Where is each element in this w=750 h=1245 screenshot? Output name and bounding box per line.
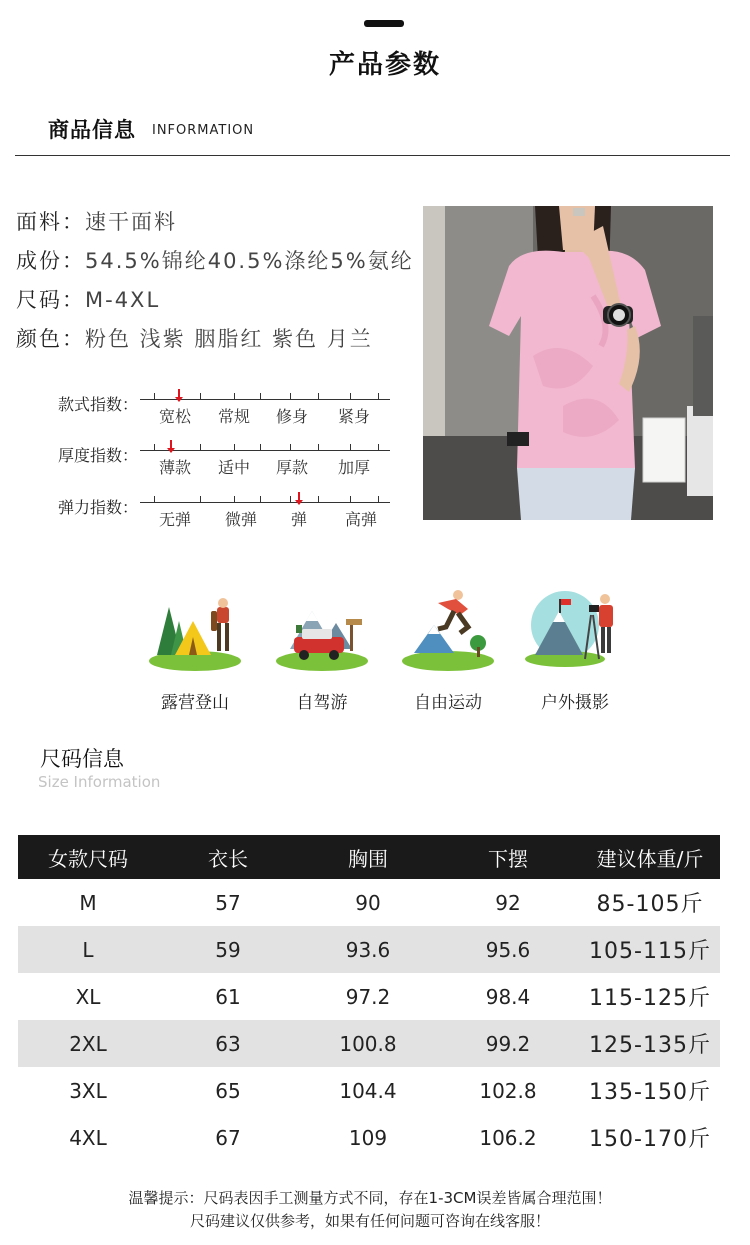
elasticity-index-label: 弹力指数： — [58, 498, 139, 517]
table-row — [18, 973, 720, 1020]
table-cell: 2XL — [69, 1031, 107, 1056]
activity-label: 户外摄影 — [541, 693, 609, 713]
section-divider — [15, 155, 730, 156]
scale-option: 薄款 — [158, 458, 192, 477]
scale-tick — [378, 496, 379, 503]
thickness-index-scale — [140, 438, 390, 477]
free-sport-icon — [398, 585, 498, 685]
scale-tick — [260, 393, 261, 400]
table-row — [18, 1067, 720, 1114]
size-note-advice: 尺码建议仅供参考，如果有任何问题可咨询在线客服！ — [189, 1212, 550, 1230]
scale-tick — [154, 496, 155, 503]
selected-marker — [298, 492, 300, 502]
table-cell: 57 — [215, 890, 241, 915]
table-header-cell: 衣长 — [208, 846, 248, 871]
table-cell: 61 — [215, 984, 241, 1009]
scale-tick — [350, 496, 351, 503]
table-cell: 63 — [215, 1031, 241, 1056]
table-row — [18, 1020, 720, 1067]
table-cell: 115-125斤 — [589, 986, 711, 1011]
scale-option: 紧身 — [337, 407, 371, 426]
scale-tick — [290, 496, 291, 503]
scale-tick — [154, 444, 155, 451]
spec-value: 粉色 浅紫 胭脂红 紫色 月兰 — [85, 327, 373, 351]
scale-tick — [378, 393, 379, 400]
table-cell: 125-135斤 — [589, 1033, 711, 1058]
activity-outdoor-photography — [515, 585, 635, 715]
scale-option: 弹 — [290, 510, 308, 529]
scale-tick — [234, 496, 235, 503]
selected-marker — [170, 440, 172, 450]
info-section-subtitle: INFORMATION — [152, 123, 255, 138]
scale-tick — [234, 393, 235, 400]
table-cell: 3XL — [69, 1078, 107, 1103]
spec-color — [16, 323, 373, 353]
table-cell: 106.2 — [479, 1125, 537, 1150]
spec-value: 速干面料 — [85, 210, 177, 234]
scale-tick — [350, 444, 351, 451]
size-table — [18, 835, 720, 1161]
table-header-cell: 下摆 — [488, 846, 528, 871]
spec-value: 54.5%锦纶40.5%涤纶5%氨纶 — [85, 249, 414, 273]
activity-label: 露营登山 — [161, 693, 229, 713]
table-cell: 4XL — [69, 1125, 107, 1150]
spec-key: 尺码： — [16, 288, 85, 312]
table-cell: 67 — [215, 1125, 241, 1150]
spec-size — [16, 284, 160, 314]
table-header-cell: 女款尺码 — [48, 846, 128, 871]
style-index-scale — [140, 387, 390, 426]
scale-option: 宽松 — [158, 407, 192, 426]
selected-marker — [178, 389, 180, 399]
spec-key: 面料： — [16, 210, 85, 234]
spec-fabric — [16, 206, 177, 236]
scale-tick — [290, 393, 291, 400]
scale-tick — [350, 393, 351, 400]
scale-option: 常规 — [217, 407, 251, 426]
table-cell: 59 — [215, 937, 241, 962]
style-index-label: 款式指数： — [58, 395, 139, 414]
scale-tick — [200, 496, 201, 503]
scale-option: 厚款 — [275, 458, 309, 477]
page-title: 产品参数 — [328, 50, 441, 80]
model-wearing-shirt-illustration — [423, 206, 713, 520]
table-cell: 99.2 — [485, 1031, 531, 1056]
table-cell: 90 — [355, 890, 381, 915]
scale-option: 高弹 — [344, 510, 378, 529]
scale-option: 适中 — [217, 458, 251, 477]
activity-camping — [135, 585, 255, 715]
scale-tick — [234, 444, 235, 451]
table-header-cell: 建议体重/斤 — [596, 846, 704, 871]
table-cell: 150-170斤 — [589, 1127, 711, 1152]
table-header-row — [18, 835, 720, 879]
table-cell: 98.4 — [485, 984, 531, 1009]
scale-tick — [318, 393, 319, 400]
spec-key: 颜色： — [16, 327, 85, 351]
scale-tick — [318, 496, 319, 503]
scale-tick — [260, 444, 261, 451]
info-section-title: 商品信息 — [48, 118, 136, 142]
table-row — [18, 926, 720, 973]
scale-tick — [154, 393, 155, 400]
table-cell: 93.6 — [345, 937, 391, 962]
scale-option: 加厚 — [337, 458, 371, 477]
table-cell: 104.4 — [339, 1078, 397, 1103]
table-cell: 105-115斤 — [589, 939, 711, 964]
scale-tick — [290, 444, 291, 451]
scale-tick — [378, 444, 379, 451]
spec-value: M-4XL — [85, 288, 161, 312]
thickness-index-label: 厚度指数： — [58, 446, 139, 465]
title-decoration-bar — [364, 20, 404, 27]
scale-tick — [318, 444, 319, 451]
scale-tick — [260, 496, 261, 503]
outdoor-photography-icon — [525, 585, 625, 685]
scale-line — [140, 502, 390, 503]
activity-label: 自由运动 — [414, 693, 482, 713]
elasticity-index-scale — [140, 490, 390, 529]
table-cell: 97.2 — [345, 984, 391, 1009]
product-photo — [423, 206, 713, 520]
road-trip-icon — [272, 585, 372, 685]
spec-composition — [16, 245, 414, 275]
size-note-tolerance: 温馨提示：尺码表因手工测量方式不同，存在1-3CM误差皆属合理范围！ — [128, 1189, 612, 1207]
table-row — [18, 879, 720, 926]
table-header-cell: 胸围 — [348, 846, 388, 871]
table-cell: L — [82, 937, 94, 962]
table-cell: 95.6 — [485, 937, 531, 962]
table-cell: 109 — [348, 1125, 388, 1150]
table-cell: 65 — [215, 1078, 241, 1103]
table-cell: M — [79, 890, 97, 915]
table-cell: 102.8 — [479, 1078, 537, 1103]
table-row — [18, 1114, 720, 1161]
scale-line — [140, 450, 390, 451]
activity-label: 自驾游 — [296, 693, 348, 713]
size-section-title: 尺码信息 — [40, 747, 124, 771]
table-cell: 135-150斤 — [589, 1080, 711, 1105]
spec-key: 成份： — [16, 249, 85, 273]
table-cell: 100.8 — [339, 1031, 397, 1056]
scale-option: 微弹 — [224, 510, 258, 529]
activity-road-trip — [262, 585, 382, 715]
table-cell: 85-105斤 — [596, 892, 704, 917]
scale-tick — [200, 393, 201, 400]
scale-option: 无弹 — [158, 510, 192, 529]
table-cell: 92 — [495, 890, 521, 915]
scale-option: 修身 — [275, 407, 309, 426]
scale-tick — [200, 444, 201, 451]
activity-free-sport — [388, 585, 508, 715]
size-section-subtitle: Size Information — [38, 773, 161, 791]
table-cell: XL — [75, 984, 101, 1009]
camping-hiking-icon — [145, 585, 245, 685]
